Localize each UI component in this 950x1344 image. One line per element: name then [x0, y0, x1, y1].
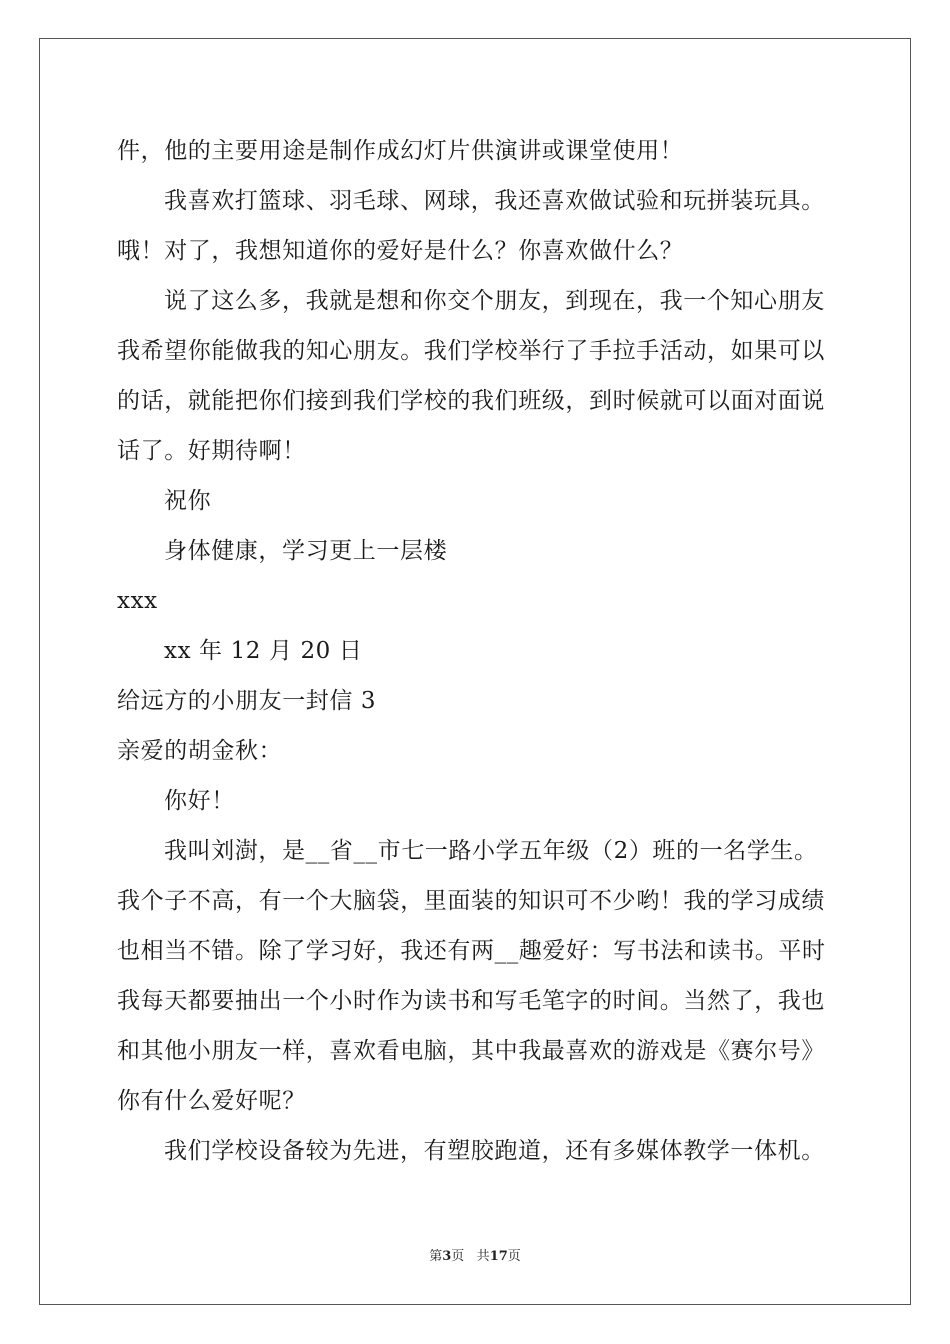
- text-line: 件，他的主要用途是制作成幻灯片供演讲或课堂使用！: [117, 138, 684, 164]
- text-line: 我喜欢打篮球、羽毛球、网球，我还喜欢做试验和玩拼装玩具。: [164, 188, 825, 214]
- page-footer: [0, 1245, 950, 1264]
- date-line: xx 年 12 月 20 日: [164, 638, 363, 664]
- signature-line: xxx: [117, 588, 158, 614]
- text-line: 的话，就能把你们接到我们学校的我们班级，到时候就可以面对面说: [117, 388, 825, 414]
- text-line: 我每天都要抽出一个小时作为读书和写毛笔字的时间。当然了，我也: [117, 988, 825, 1014]
- text-line: 说了这么多，我就是想和你交个朋友，到现在，我一个知心朋友: [164, 288, 825, 314]
- page-current: 3: [442, 1249, 452, 1264]
- text-line: 我叫刘澍，是__省__市七一路小学五年级（2）班的一名学生。: [164, 838, 818, 864]
- page-prefix: 第: [429, 1249, 443, 1264]
- text-line: 你有什么爱好呢？: [117, 1088, 306, 1114]
- text-line: 我个子不高，有一个大脑袋，里面装的知识可不少哟！我的学习成绩: [117, 888, 825, 914]
- salutation-line: 亲爱的胡金秋：: [117, 738, 283, 764]
- hello-line: 你好！: [164, 788, 235, 814]
- greeting-line: 祝你: [164, 488, 212, 514]
- total-prefix: 共: [476, 1249, 490, 1264]
- text-line: 话了。好期待啊！: [117, 438, 306, 464]
- text-line: 和其他小朋友一样，喜欢看电脑，其中我最喜欢的游戏是《赛尔号》: [117, 1038, 825, 1064]
- text-line: 也相当不错。除了学习好，我还有两__趣爱好：写书法和读书。平时: [117, 938, 826, 964]
- blessing-line: 身体健康，学习更上一层楼: [164, 538, 448, 564]
- page-total: 17: [489, 1249, 508, 1264]
- text-line: 我们学校设备较为先进，有塑胶跑道，还有多媒体教学一体机。: [164, 1138, 825, 1164]
- page-unit: 页: [451, 1249, 465, 1264]
- text-line: 我希望你能做我的知心朋友。我们学校举行了手拉手活动，如果可以: [117, 338, 825, 364]
- text-line: 哦！对了，我想知道你的爱好是什么？你喜欢做什么？: [117, 238, 684, 264]
- total-unit: 页: [507, 1249, 521, 1264]
- letter-title: 给远方的小朋友一封信 3: [117, 688, 377, 714]
- document-body: [117, 126, 837, 1176]
